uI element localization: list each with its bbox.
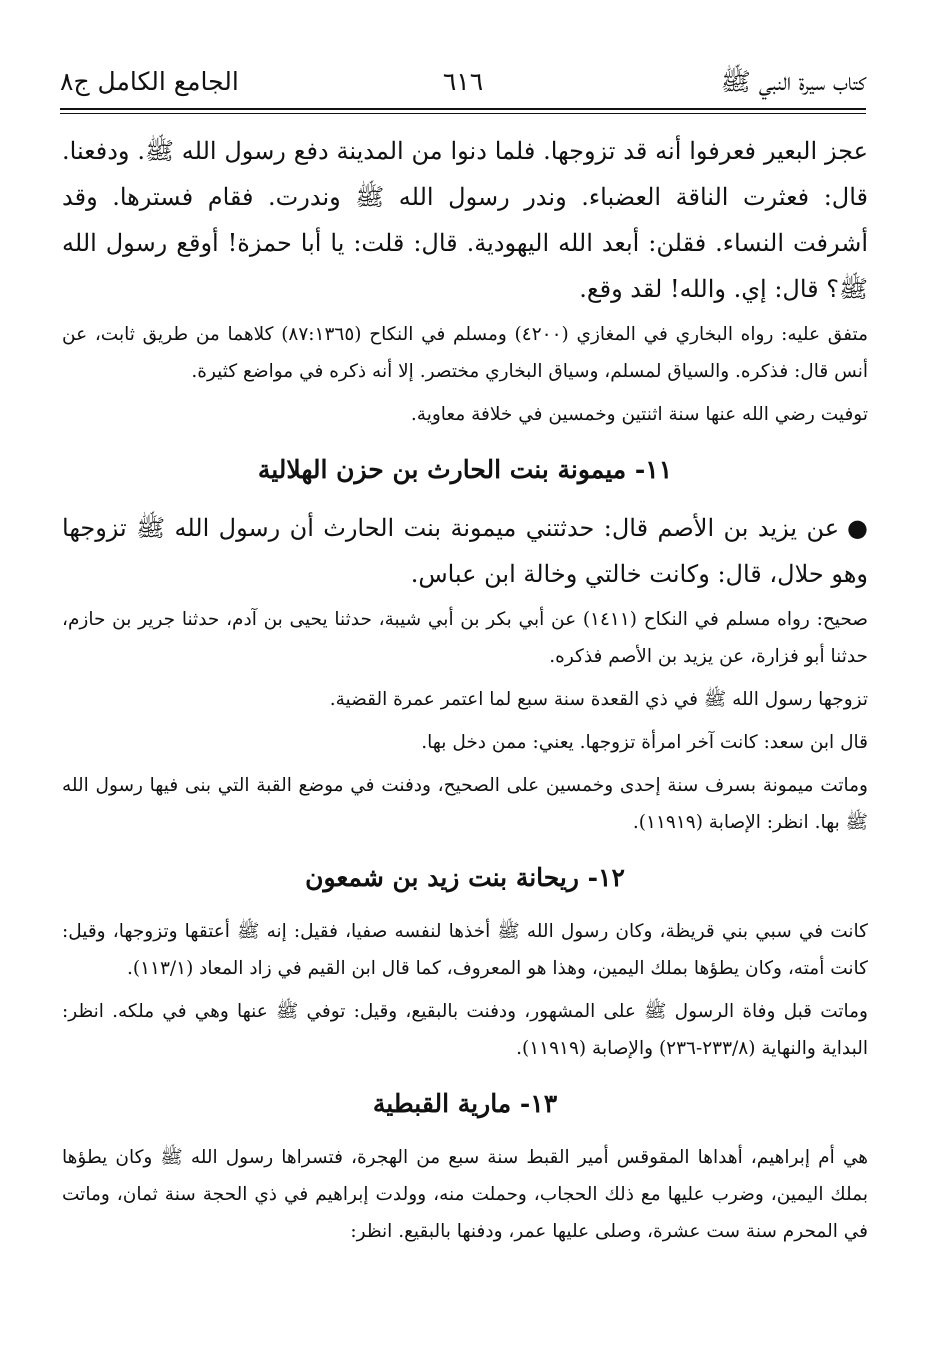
main-paragraph-text: عن يزيد بن الأصم قال: حدثتني ميمونة بنت الحارث أن رسول الله ﷺ تزوجها وهو حلال، قال: وكانت خالتي وخالة ابن عباس. (62, 514, 868, 588)
book-title: كتاب سيرة النبي ﷺ (720, 67, 866, 96)
note-paragraph (62, 316, 868, 390)
note-paragraph-text: توفيت رضي الله عنها سنة اثنتين وخمسين في خلافة معاوية. (410, 404, 868, 425)
section-heading (62, 449, 868, 491)
page-header (60, 62, 866, 106)
note-paragraph (62, 681, 868, 718)
main-paragraph (62, 505, 868, 597)
note-paragraph-text: هي أم إبراهيم، أهداها المقوقس أمير القبط سنة سبع من الهجرة، فتسراها رسول الله ﷺ وكان يطؤها بملك اليمين، وضرب عليها مع ذلك الحجاب، وحملت منه، وولدت إبراهيم في ذي الحجة سنة ثمان، وماتت في المحرم سنة ست عشرة، وصلى عليها عمر، ودفنها بالبقيع. انظر: (62, 1147, 868, 1242)
note-paragraph (62, 601, 868, 675)
note-paragraph-text: متفق عليه: رواه البخاري في المغازي (٤٢٠٠) ومسلم في النكاح (٨٧:١٣٦٥) كلاهما من طريق ثابت، عن أنس قال: فذكره. والسياق لمسلم، وسياق البخاري مختصر. إلا أنه ذكره في مواضع كثيرة. (62, 324, 868, 382)
note-paragraph-text: كانت في سبي بني قريظة، وكان رسول الله ﷺ أخذها لنفسه صفيا، فقيل: إنه ﷺ أعتقها وتزوجها، وقيل: كانت أمته، وكان يطؤها بملك اليمين، وهذا هو المعروف، كما قال ابن القيم في زاد المعاد (١١٣/١). (62, 921, 868, 979)
note-paragraph-text: تزوجها رسول الله ﷺ في ذي القعدة سنة سبع لما اعتمر عمرة القضية. (329, 689, 868, 710)
note-paragraph (62, 1139, 868, 1250)
note-paragraph (62, 396, 868, 433)
main-paragraph (62, 128, 868, 312)
bullet-icon: ● (847, 514, 868, 542)
note-paragraph-text: وماتت ميمونة بسرف سنة إحدى وخمسين على الصحيح، ودفنت في موضع القبة التي بنى فيها رسول الله ﷺ بها. انظر: الإصابة (١١٩١٩). (62, 775, 868, 833)
section-heading (62, 857, 868, 899)
header-rule-thick (60, 108, 866, 110)
note-paragraph (62, 913, 868, 987)
section-heading-text: ١٢- ريحانة بنت زيد بن شمعون (305, 863, 625, 892)
note-paragraph-text: صحيح: رواه مسلم في النكاح (١٤١١) عن أبي بكر بن أبي شيبة، حدثنا يحيى بن آدم، حدثنا جرير بن حازم، حدثنا أبو فزارة، عن يزيد بن الأصم فذكره. (62, 609, 868, 667)
note-paragraph (62, 993, 868, 1067)
header-rule-thin (60, 113, 866, 114)
volume-label: الجامع الكامل ج٨ (60, 67, 239, 96)
note-paragraph-text: وماتت قبل وفاة الرسول ﷺ على المشهور، ودفنت بالبقيع، وقيل: توفي ﷺ عنها وهي في ملكه. انظر: البداية والنهاية (٢٣٣/٨-٢٣٦) والإصابة (١١٩١٩). (62, 1001, 868, 1059)
note-paragraph-text: قال ابن سعد: كانت آخر امرأة تزوجها. يعني: ممن دخل بها. (421, 732, 868, 753)
page-number: ٦١٦ (442, 67, 484, 96)
section-heading-text: ١١- ميمونة بنت الحارث بن حزن الهلالية (257, 455, 673, 484)
main-paragraph-text: عجز البعير فعرفوا أنه قد تزوجها. فلما دنوا من المدينة دفع رسول الله ﷺ. ودفعنا. قال: فعثرت الناقة العضباء. وندر رسول الله ﷺ وندرت. فقام فسترها. وقد أشرفت النساء. فقلن: أبعد الله اليهودية. قال: قلت: يا أبا حمزة! أوقع رسول الله ﷺ؟ قال: إي. والله! لقد وقع. (62, 137, 869, 303)
page-body (62, 128, 868, 1256)
note-paragraph (62, 724, 868, 761)
section-heading (62, 1083, 868, 1125)
note-paragraph (62, 767, 868, 841)
section-heading-text: ١٣- مارية القبطية (372, 1089, 558, 1118)
